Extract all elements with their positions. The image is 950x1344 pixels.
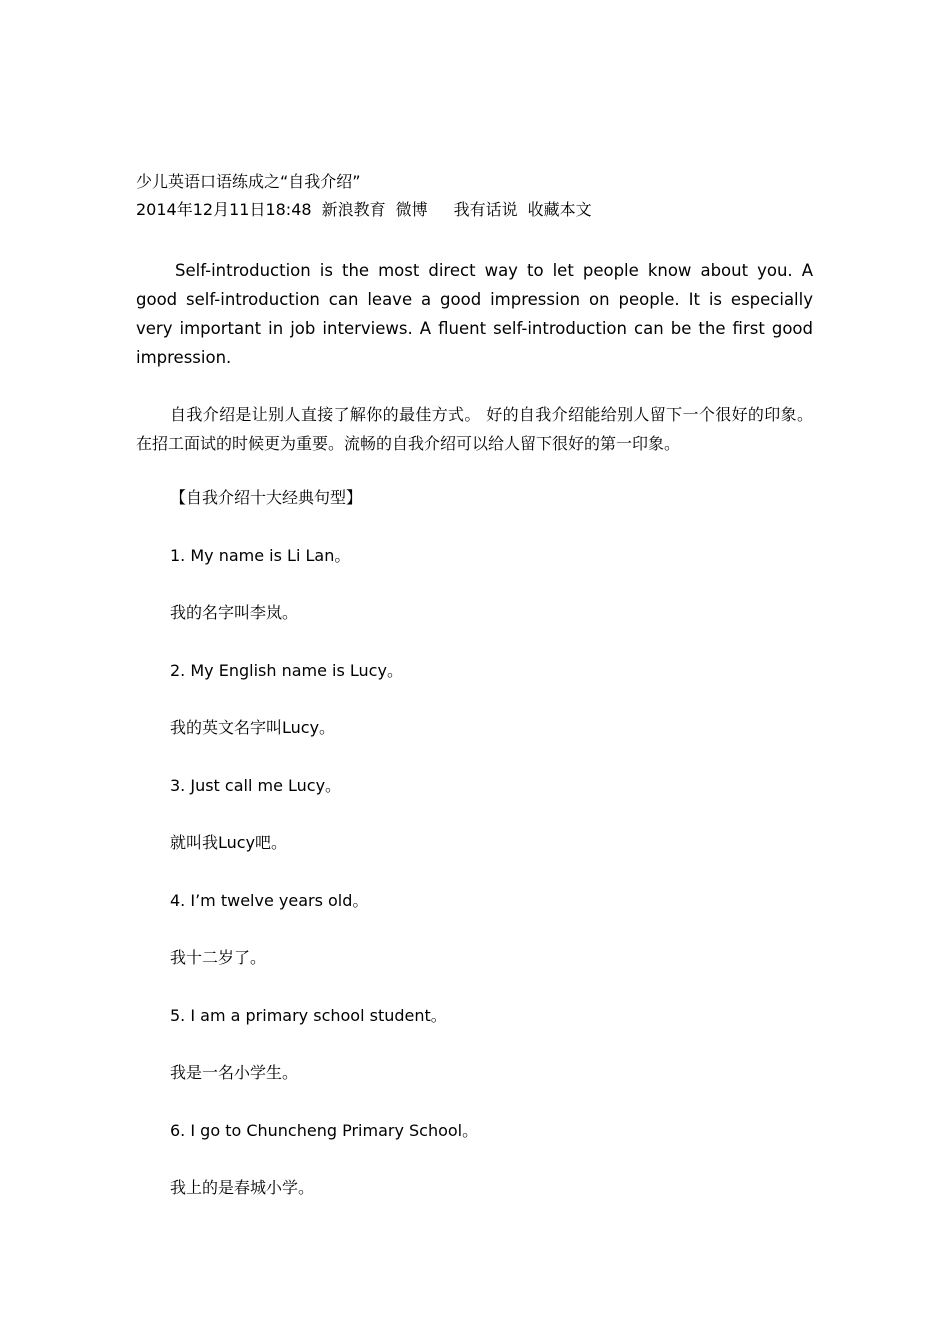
- sentence-1-zh: 我的名字叫李岚。: [170, 603, 299, 622]
- sentence-6-en: 6. I go to Chuncheng Primary School。: [170, 1121, 479, 1140]
- comment-link[interactable]: 我有话说: [453, 200, 518, 219]
- weibo-link[interactable]: 微博: [395, 200, 428, 219]
- article-meta: [136, 200, 592, 220]
- sentence-2-en: 2. My English name is Lucy。: [170, 661, 403, 680]
- favorite-link[interactable]: 收藏本文: [527, 200, 592, 219]
- publish-datetime: 2014年12月11日18:48: [136, 200, 312, 219]
- sentence-1-en: 1. My name is Li Lan。: [170, 546, 351, 565]
- sentence-6-zh: 我上的是春城小学。: [170, 1178, 315, 1197]
- sentence-2-zh: 我的英文名字叫Lucy。: [170, 718, 336, 737]
- sentence-5-zh: 我是一名小学生。: [170, 1063, 299, 1082]
- sentence-3-en: 3. Just call me Lucy。: [170, 776, 342, 795]
- intro-chinese-paragraph: 自我介绍是让别人直接了解你的最佳方式。 好的自我介绍能给别人留下一个很好的印象。在招工面试的时候更为重要。流畅的自我介绍可以给人留下很好的第一印象。: [136, 405, 813, 453]
- article-title: 少儿英语口语练成之“自我介绍”: [136, 172, 361, 191]
- sentence-4-en: 4. I’m twelve years old。: [170, 891, 369, 910]
- intro-english-paragraph: Self-introduction is the most direct way to let people know about you. A good self-introduction can leave a good impression on people. It is especially very important in job interviews. A fluent self-introduction can be the first good impression.: [136, 261, 813, 367]
- sentence-4-zh: 我十二岁了。: [170, 948, 267, 967]
- source-link[interactable]: 新浪教育: [321, 200, 386, 219]
- section-heading: 【自我介绍十大经典句型】: [170, 488, 363, 507]
- sentence-3-zh: 就叫我Lucy吧。: [170, 833, 288, 852]
- sentence-5-en: 5. I am a primary school student。: [170, 1006, 447, 1025]
